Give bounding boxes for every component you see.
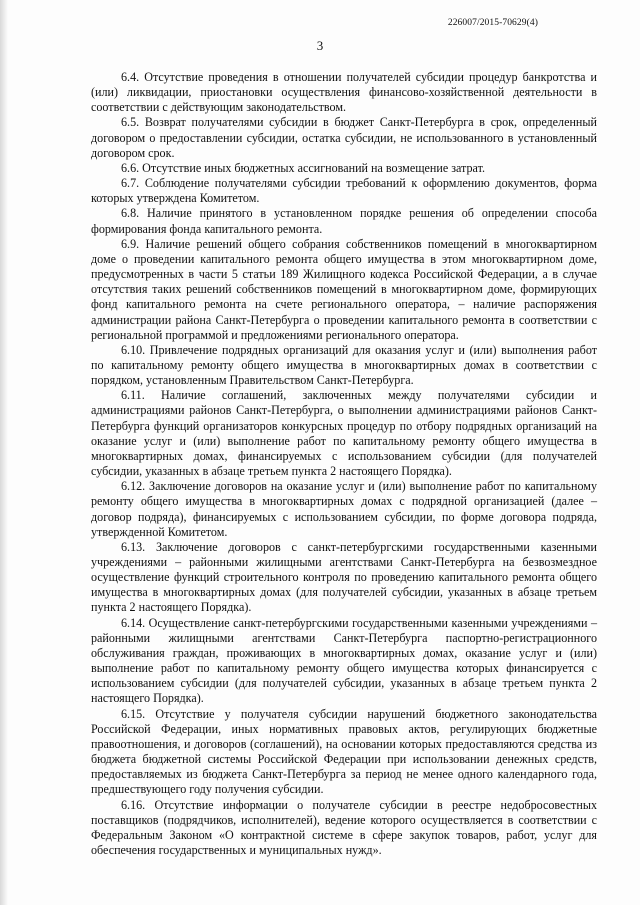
paragraph-6-4: 6.4. Отсутствие проведения в отношении получателей субсидии процедур банкротства и (или) ликвидации, приостановки осуществления финансово-хозяйственной деятельности в соответствии с действующим законодательством. [91,70,597,115]
paragraph-6-8: 6.8. Наличие принятого в установленном порядке решения об определении способа формирования фонда капитального ремонта. [91,206,597,236]
paragraph-6-16: 6.16. Отсутствие информации о получателе субсидии в реестре недобросовестных поставщиков (подрядчиков, исполнителей), ведение которого осуществляется в соответствии с Федеральным Законом «О контрактной системе в сфере закупок товаров, работ, услуг для обеспечения государственных и муниципальных нужд». [91,797,597,857]
page-number: 3 [316,38,324,53]
paragraph-6-12: 6.12. Заключение договоров на оказание услуг и (или) выполнение работ по капитальному ремонту общего имущества в многоквартирных домах с подрядной организацией (далее – договор подряда), финансируемых с использованием субсидии, по форме договора подряда, утвержденной Комитетом. [91,479,597,539]
paragraph-6-9: 6.9. Наличие решений общего собрания собственников помещений в многоквартирном доме о проведении капитального ремонта общего имущества в этом многоквартирном доме, предусмотренных в части 5 статьи 189 Жилищного кодекса Российской Федерации, а в случае отсутствия таких решений собственников помещений в многоквартирном доме, формирующих фонд капитального ремонта на счете регионального оператора, – наличие распоряжения администрации района Санкт-Петербурга о проведении капитального ремонта в соответствии с региональной программой и предложениями регионального оператора. [91,236,597,342]
paragraph-6-14: 6.14. Осуществление санкт-петербургскими государственными казенными учреждениями – районными жилищными агентствами Санкт-Петербурга паспортно-регистрационного обслуживания граждан, проживающих в многоквартирных домах, оказание услуг и (или) выполнение работ по капитальному ремонту общего имущества которых финансируется с использованием субсидии (для получателей субсидии, указанных в абзаце третьем пункта 2 настоящего Порядка). [91,615,597,706]
paragraph-6-6: 6.6. Отсутствие иных бюджетных ассигнований на возмещение затрат. [121,160,485,175]
document-body [91,70,597,858]
paragraph-6-10: 6.10. Привлечение подрядных организаций для оказания услуг и (или) выполнения работ по капитальному ремонту общего имущества в многоквартирных домах в соответствии с порядком, установленным Правительством Санкт-Петербурга. [91,342,597,388]
paragraph-6-13: 6.13. Заключение договоров с санкт-петербургскими государственными казенными учреждениями – районными жилищными агентствами Санкт-Петербурга на безвозмездное осуществление функций строительного контроля по проведению капитального ремонта общего имущества в многоквартирных домах (для получателей субсидии, указанных в абзаце третьем пункта 2 настоящего Порядка). [91,539,597,615]
scan-edge-shadow [0,0,8,905]
paragraph-6-11: 6.11. Наличие соглашений, заключенных между получателями субсидии и администрациями районов Санкт-Петербурга, о выполнении администрациями районов Санкт-Петербурга функций организаторов конкурсных процедур по отбору подрядных организаций на оказание услуг и (или) выполнение работ по капитальному ремонту общего имущества в многоквартирных домах, финансируемых с использованием субсидии (для получателей субсидии, указанных в абзаце третьем пункта 2 настоящего Порядка). [91,388,597,479]
paragraph-6-5: 6.5. Возврат получателями субсидии в бюджет Санкт-Петербурга в срок, определенный договором о предоставлении субсидии, остатка субсидии, не использованного в установленный договором срок. [91,115,597,160]
paragraph-6-15: 6.15. Отсутствие у получателя субсидии нарушений бюджетного законодательства Российской Федерации, иных нормативных правовых актов, регулирующих бюджетные правоотношения, и договоров (соглашений), на основании которых предоставляются средства из бюджета бюджетной системы Российской Федерации при использовании денежных средств, предоставляемых из бюджета Санкт-Петербурга за период не менее одного календарного года, предшествующего году получения субсидии. [91,706,597,797]
document-registration-code: 226007/2015-70629(4) [447,18,538,28]
paragraph-6-7: 6.7. Соблюдение получателями субсидии требований к оформлению документов, форма которых утверждена Комитетом. [91,176,597,206]
